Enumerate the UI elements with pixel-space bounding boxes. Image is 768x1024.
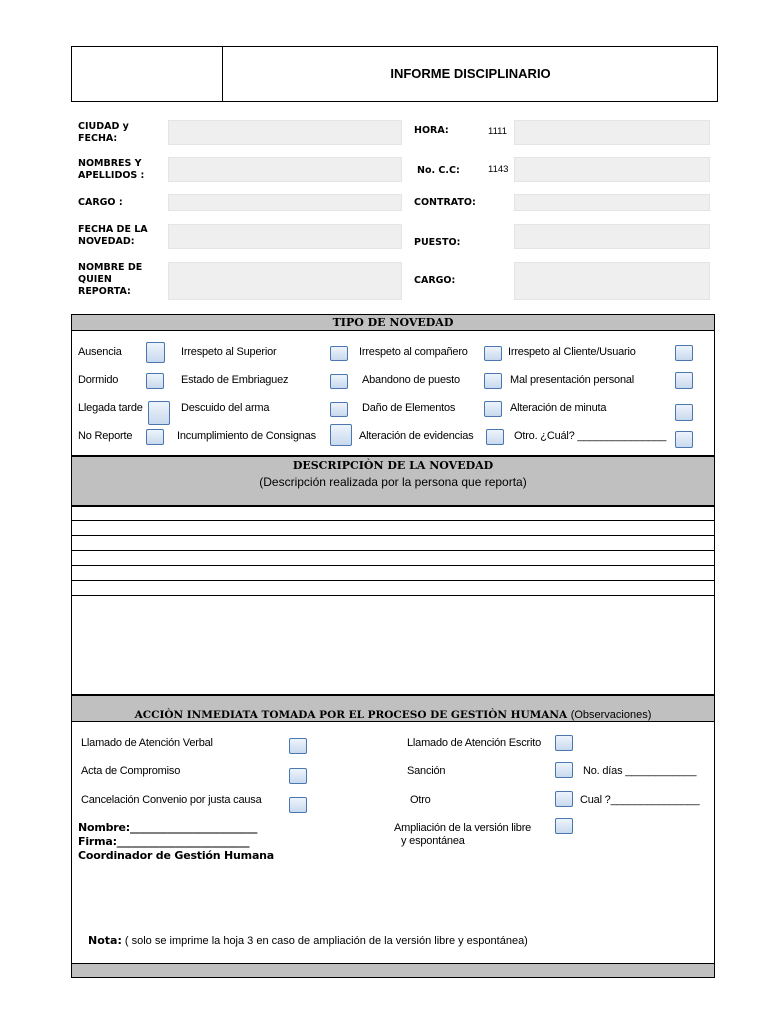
description-line (71, 580, 715, 581)
fecha-novedad-field[interactable] (168, 224, 402, 249)
dias-field[interactable]: No. días ____________ (583, 765, 697, 777)
cargo-field[interactable] (168, 194, 402, 211)
option-label: Cancelación Convenio por justa causa (81, 794, 262, 806)
escrito-checkbox[interactable] (555, 735, 573, 751)
description-line (71, 550, 715, 551)
hora-field[interactable] (514, 120, 710, 145)
option-label: Llegada tarde (78, 402, 143, 414)
accion-title-text: ACCIÒN INMEDIATA TOMADA POR EL PROCESO DE GESTIÒN HUMANA (134, 709, 568, 721)
document-title: INFORME DISCIPLINARIO (390, 66, 551, 81)
tipo-title: TIPO DE NOVEDAD (332, 316, 454, 329)
fecha-novedad-label: FECHA DE LA NOVEDAD: (78, 224, 148, 247)
option-label: Alteración de evidencias (359, 430, 474, 442)
sancion-checkbox[interactable] (555, 762, 573, 778)
ampliacion-checkbox[interactable] (555, 818, 573, 834)
hora-value: 1111 (488, 126, 508, 137)
nota-label: Nota: (88, 934, 122, 947)
option-label: Otro. ¿Cuál? _______________ (514, 430, 667, 442)
nombres-field[interactable] (168, 157, 402, 182)
alteracion-minuta-checkbox[interactable] (675, 404, 693, 421)
option-label: Descuido del arma (181, 402, 270, 414)
cc-field[interactable] (514, 157, 710, 182)
no-reporte-checkbox[interactable] (146, 429, 164, 445)
description-line (71, 535, 715, 536)
verbal-checkbox[interactable] (289, 738, 307, 754)
irrespeto-companero-checkbox[interactable] (484, 346, 502, 361)
otro-tipo-checkbox[interactable] (675, 431, 693, 448)
option-label: Otro (410, 794, 431, 806)
option-label: Abandono de puesto (362, 374, 460, 386)
descripcion-title: DESCRIPCIÒN DE LA NOVEDAD (292, 459, 494, 472)
ausencia-checkbox[interactable] (146, 342, 165, 363)
cargo-label: CARGO : (78, 197, 123, 208)
option-label: Daño de Elementos (362, 402, 456, 414)
incumplimiento-checkbox[interactable] (330, 424, 352, 446)
ciudad-fecha-label: CIUDAD y FECHA: (78, 121, 129, 144)
embriaguez-checkbox[interactable] (330, 374, 348, 389)
nombres-label: NOMBRES Y APELLIDOS : (78, 158, 145, 181)
otro-accion-checkbox[interactable] (555, 791, 573, 807)
acta-checkbox[interactable] (289, 768, 307, 784)
accion-title (71, 708, 715, 721)
option-label: Acta de Compromiso (81, 765, 181, 777)
ciudad-fecha-field[interactable] (168, 120, 402, 145)
abandono-checkbox[interactable] (484, 373, 502, 389)
nombre-reporta-label: NOMBRE DE QUIEN REPORTA: (78, 262, 143, 297)
nombre-reporta-field[interactable] (168, 262, 402, 300)
alteracion-evidencias-checkbox[interactable] (486, 429, 504, 445)
firma-field[interactable]: Firma:_________________________ (78, 835, 250, 848)
accion-observaciones: (Observaciones) (570, 709, 652, 721)
coordinador-label: Coordinador de Gestión Humana (78, 849, 275, 862)
option-label: Llamado de Atención Verbal (81, 737, 213, 749)
ampliacion-label: Ampliación de la versión libre (394, 822, 532, 834)
irrespeto-superior-checkbox[interactable] (330, 346, 348, 361)
option-label: Mal presentación personal (510, 374, 635, 386)
option-label: Alteración de minuta (510, 402, 607, 414)
irrespeto-cliente-checkbox[interactable] (675, 345, 693, 361)
description-line (71, 565, 715, 566)
nota-text: ( solo se imprime la hoja 3 en caso de ampliación de la versión libre y espontánea) (124, 935, 528, 947)
description-line (71, 595, 715, 596)
description-line (71, 520, 715, 521)
cargo2-field[interactable] (514, 262, 710, 300)
option-label: Ausencia (78, 346, 122, 358)
hora-label: HORA: (414, 125, 449, 136)
cual-field[interactable]: Cual ?_______________ (580, 794, 700, 806)
footer-bar (71, 963, 715, 978)
cc-label: No. C.C: (417, 165, 460, 176)
option-label: Irrespeto al Cliente/Usuario (508, 346, 636, 358)
option-label: No Reporte (78, 430, 133, 442)
cancelacion-checkbox[interactable] (289, 797, 307, 813)
llegada-tarde-checkbox[interactable] (148, 401, 170, 425)
descripcion-subtitle: (Descripción realizada por la persona que reporta) (259, 475, 527, 489)
cc-value: 1143 (488, 164, 509, 175)
puesto-label: PUESTO: (414, 237, 461, 248)
puesto-field[interactable] (514, 224, 710, 249)
ampliacion-label-2: y espontánea (401, 835, 465, 847)
contrato-field[interactable] (514, 194, 710, 211)
nota (88, 934, 528, 947)
option-label: Estado de Embriaguez (181, 374, 289, 386)
option-label: Irrespeto al Superior (181, 346, 277, 358)
dano-elementos-checkbox[interactable] (484, 401, 502, 417)
option-label: Incumplimiento de Consignas (177, 430, 316, 442)
option-label: Llamado de Atención Escrito (407, 737, 542, 749)
nombre-field[interactable]: Nombre:________________________ (78, 821, 258, 834)
mal-presentacion-checkbox[interactable] (675, 372, 693, 389)
contrato-label: CONTRATO: (414, 197, 476, 208)
cargo2-label: CARGO: (414, 275, 456, 286)
descuido-arma-checkbox[interactable] (330, 402, 348, 417)
dormido-checkbox[interactable] (146, 373, 164, 389)
option-label: Sanción (407, 765, 446, 777)
option-label: Irrespeto al compañero (359, 346, 468, 358)
option-label: Dormido (78, 374, 119, 386)
